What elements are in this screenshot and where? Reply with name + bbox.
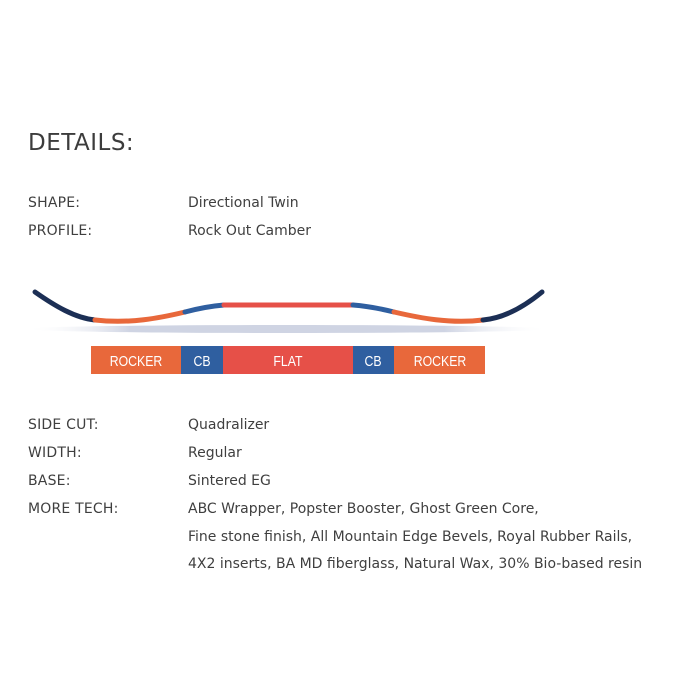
more-tech-label: MORE TECH: xyxy=(28,501,119,517)
spec-row-width xyxy=(28,442,700,464)
profile-label: PROFILE: xyxy=(28,223,93,239)
base-label: BASE: xyxy=(28,473,71,489)
board-profile-diagram xyxy=(0,280,700,380)
board-tip-right xyxy=(483,292,542,320)
profile-zone-bar xyxy=(91,346,485,374)
side-cut-label: SIDE CUT: xyxy=(28,417,99,433)
spec-row-profile xyxy=(28,220,700,242)
side-cut-value: Quadralizer xyxy=(188,417,270,433)
zone-label-rocker-left: ROCKER xyxy=(109,352,163,370)
zone-label-rocker-right: ROCKER xyxy=(413,352,467,370)
board-tip-left xyxy=(35,292,95,320)
spec-row-side-cut xyxy=(28,414,700,436)
profile-value: Rock Out Camber xyxy=(188,223,311,239)
more-tech-line: 4X2 inserts, BA MD fiberglass, Natural Wax, 30% Bio-based resin xyxy=(188,556,643,572)
board-camber-left xyxy=(185,305,224,312)
spec-row-shape xyxy=(28,192,700,214)
shape-value: Directional Twin xyxy=(188,195,299,211)
spec-row-base xyxy=(28,470,700,492)
base-value: Sintered EG xyxy=(188,473,271,489)
more-tech-line: ABC Wrapper, Popster Booster, Ghost Green Core, xyxy=(188,501,539,517)
shape-label: SHAPE: xyxy=(28,195,81,211)
width-value: Regular xyxy=(188,445,242,461)
board-rocker-left xyxy=(95,312,185,321)
width-label: WIDTH: xyxy=(28,445,82,461)
zone-label-flat: FLAT xyxy=(273,352,303,370)
zone-label-cb-left: CB xyxy=(193,352,211,370)
zone-label-cb-right: CB xyxy=(364,352,382,370)
details-heading: DETAILS: xyxy=(28,130,135,156)
board-shadow xyxy=(25,325,549,333)
more-tech-line: Fine stone finish, All Mountain Edge Bevels, Royal Rubber Rails, xyxy=(188,529,633,545)
board-rocker-right xyxy=(394,312,483,321)
board-curve xyxy=(35,292,542,321)
board-camber-right xyxy=(353,305,394,312)
